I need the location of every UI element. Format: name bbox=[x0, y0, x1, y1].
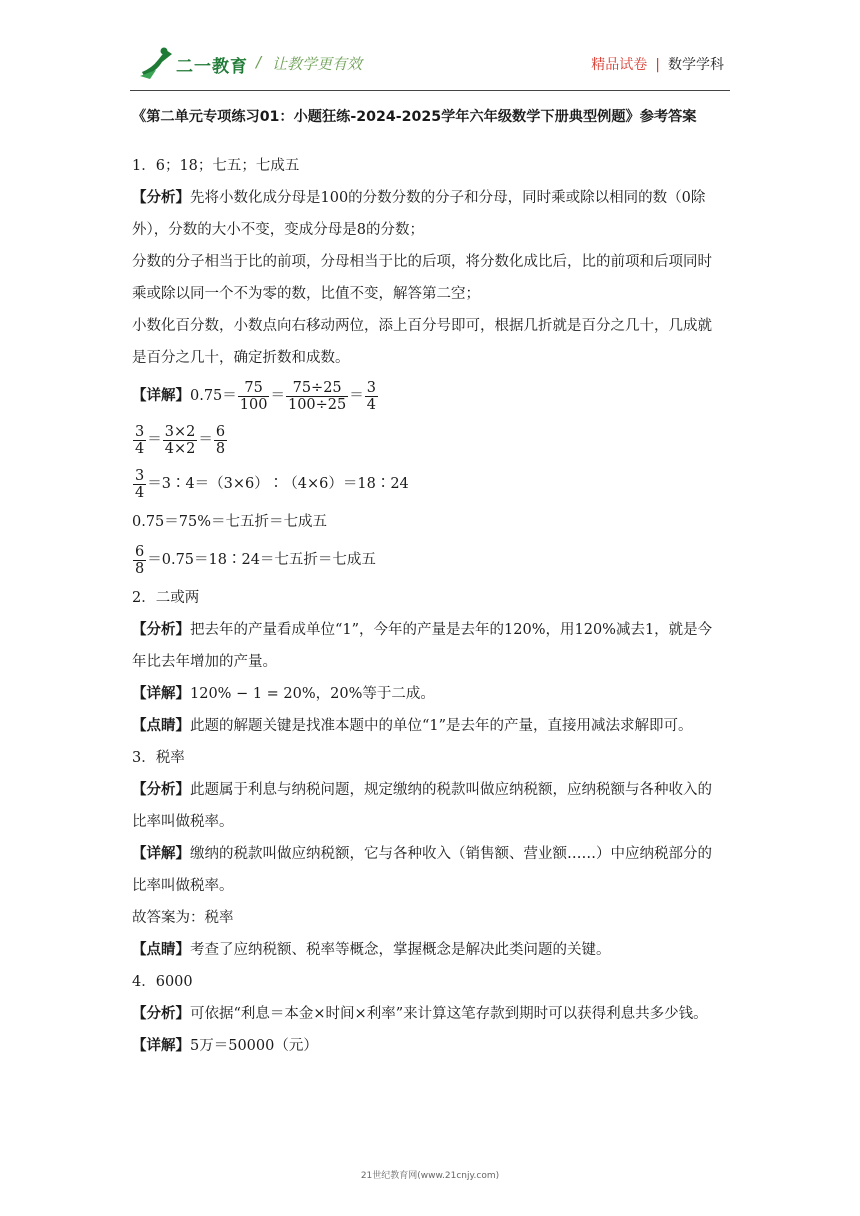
q3-analysis-line: 比率叫做税率。 bbox=[132, 814, 234, 830]
fraction: $\frac{6}{8}$ bbox=[215, 423, 226, 457]
q3-final: 故答案为：税率 bbox=[132, 910, 234, 926]
page-footer: 21世纪教育网(www.21cnjy.com) bbox=[360, 1171, 500, 1181]
q3-detail-line: 比率叫做税率。 bbox=[132, 878, 234, 894]
detail-tag: 【详解】 bbox=[132, 387, 190, 404]
q2-answer: 2．二或两 bbox=[132, 590, 200, 606]
q1-detail-line-2: $\frac{3}{4}$ ＝ $\frac{3\times 2}{4\times 2}$ ＝ $\frac{6}{8}$ bbox=[135, 423, 226, 457]
header-subject bbox=[591, 54, 724, 74]
q3-answer: 3．税率 bbox=[132, 750, 185, 766]
q1-analysis-line: 乘或除以同一个不为零的数，比值不变，解答第二空； bbox=[132, 286, 480, 302]
fraction: $\frac{75}{100}$ bbox=[239, 379, 268, 413]
slogan: 让教学更有效 bbox=[272, 55, 363, 73]
header-divider: | bbox=[655, 57, 660, 73]
page-header bbox=[130, 40, 730, 91]
q2-analysis-line: 年比去年增加的产量。 bbox=[132, 654, 277, 670]
q2-comment: 【点睛】此题的解题关键是找准本题中的单位“1”是去年的产量，直接用减法求解即可。 bbox=[132, 717, 693, 734]
q2-analysis-line: 【分析】把去年的产量看成单位“1”，今年的产量是去年的120%，用120%减去1，就是今 bbox=[132, 621, 713, 638]
logo-text: 二一教育 bbox=[176, 57, 248, 77]
slogan-separator: / bbox=[256, 53, 262, 71]
answer-content bbox=[132, 150, 732, 1062]
q1-detail-line-3: $\frac{3}{4}$ ＝3∶4＝（3×6）∶（4×6）＝18∶24 bbox=[135, 467, 409, 501]
q3-comment: 【点睛】考查了应纳税额、税率等概念，掌握概念是解决此类问题的关键。 bbox=[132, 941, 611, 958]
analysis-tag: 【分析】 bbox=[132, 189, 190, 206]
q1-detail-line-5: $\frac{6}{8}$ ＝0.75＝18∶24＝七五折＝七成五 bbox=[135, 543, 376, 577]
q1-analysis-line: 【分析】先将小数化成分母是100的分数分数的分子和分母，同时乘或除以相同的数（0除 bbox=[132, 189, 706, 206]
q1-analysis-line: 外），分数的大小不变，变成分母是8的分数； bbox=[132, 222, 424, 238]
document-title: 《第二单元专项练习01：小题狂练-2024-2025学年六年级数学下册典型例题》参考答案 bbox=[132, 109, 697, 125]
q2-detail: 【详解】120% − 1 = 20%，20%等于二成。 bbox=[132, 685, 435, 702]
q1-analysis-line: 是百分之几十，确定折数和成数。 bbox=[132, 350, 350, 366]
fraction: $\frac{6}{8}$ bbox=[135, 543, 145, 577]
fraction: $\frac{75\div 25}{100\div 25}$ bbox=[287, 379, 347, 413]
q4-answer: 4．6000 bbox=[132, 974, 193, 990]
q1-answer: 1．6；18；七五；七成五 bbox=[132, 158, 300, 174]
subject-label: 数学学科 bbox=[668, 57, 724, 73]
fraction: $\frac{3}{4}$ bbox=[135, 423, 145, 457]
q3-detail-line: 【详解】缴纳的税款叫做应纳税额，它与各种收入（销售额、营业额……）中应纳税部分的 bbox=[132, 845, 712, 862]
q1-detail-line-4: 0.75＝75%＝七五折＝七成五 bbox=[132, 514, 328, 530]
q3-analysis-line: 【分析】此题属于利息与纳税问题，规定缴纳的税款叫做应纳税额，应纳税额与各种收入的 bbox=[132, 781, 712, 798]
fraction: $\frac{3}{4}$ bbox=[135, 467, 145, 501]
q4-analysis-line: 【分析】可依据“利息＝本金×时间×利率”来计算这笔存款到期时可以获得利息共多少钱。 bbox=[132, 1005, 708, 1022]
q4-detail: 【详解】5万＝50000（元） bbox=[132, 1037, 318, 1054]
q1-analysis-line: 分数的分子相当于比的前项，分母相当于比的后项，将分数化成比后，比的前项和后项同时 bbox=[132, 254, 712, 270]
runner-logo-icon bbox=[138, 46, 174, 80]
q1-analysis-line: 小数化百分数，小数点向右移动两位，添上百分号即可，根据几折就是百分之几十，几成就 bbox=[132, 318, 712, 334]
premium-label: 精品试卷 bbox=[591, 57, 648, 73]
fraction: $\frac{3\times 2}{4\times 2}$ bbox=[164, 423, 196, 457]
fraction: $\frac{3}{4}$ bbox=[366, 379, 376, 413]
q1-detail-line-1: 【详解】0.75＝ $\frac{75}{100}$ ＝ $\frac{75\div 25}{100\div 25}$ ＝ $\frac{3}{4}$ bbox=[132, 379, 376, 413]
